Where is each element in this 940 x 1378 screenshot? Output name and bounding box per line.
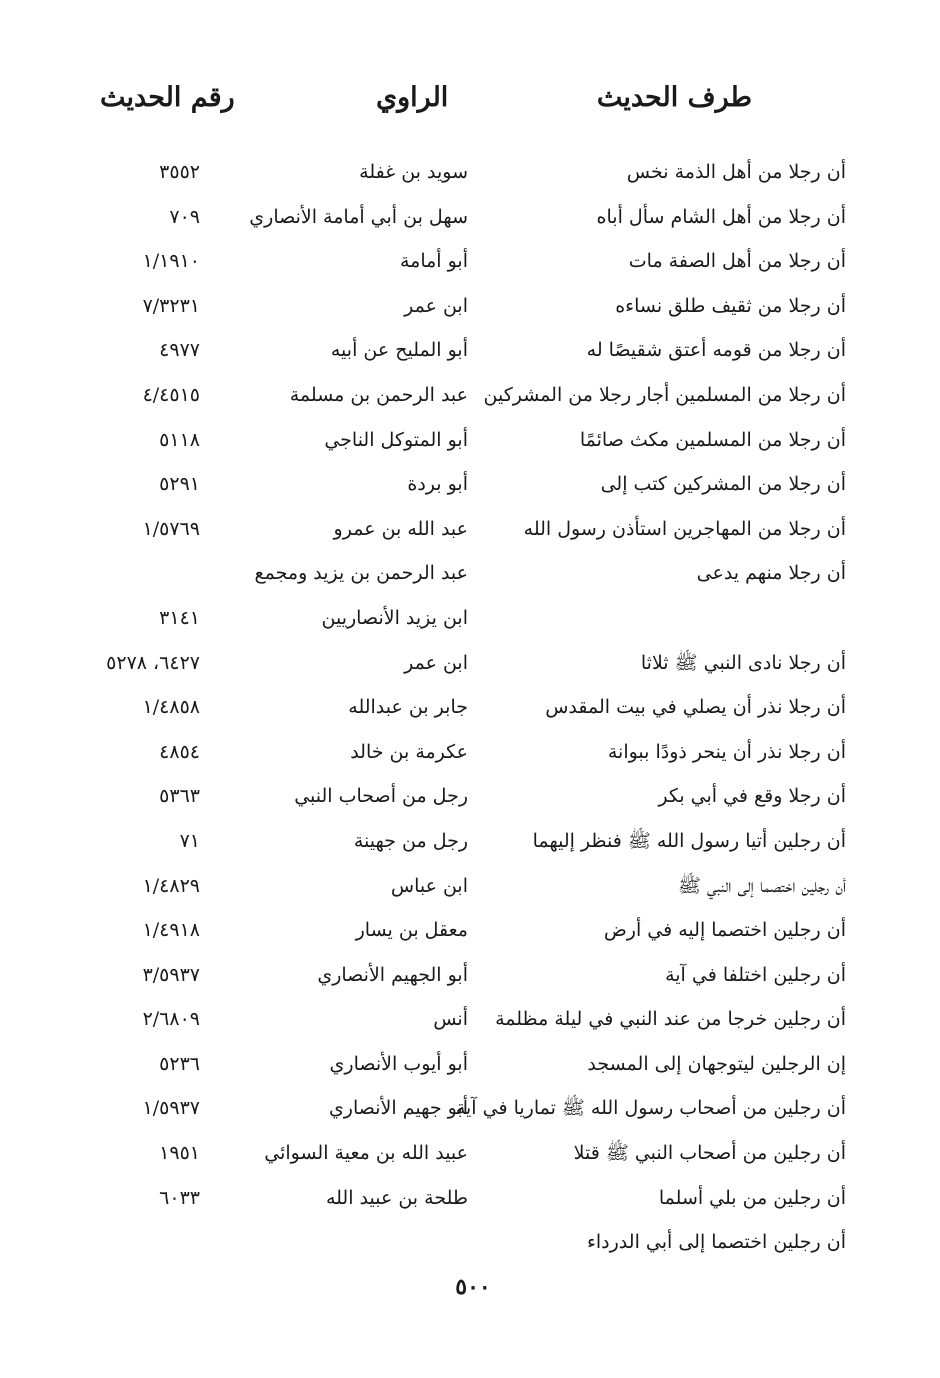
hadith-number: ٤/٤٥١٥ xyxy=(142,383,200,406)
table-header xyxy=(0,76,940,120)
narrator-name: سويد بن غفلة xyxy=(359,161,468,183)
hadith-text: أن رجلين من أصحاب النبي ﷺ قتلا xyxy=(573,1142,846,1165)
table-row xyxy=(0,373,940,418)
narrator-name: أنس xyxy=(433,1008,468,1031)
hadith-number: ٧١ xyxy=(179,829,200,852)
header-narrator-column: الراوي xyxy=(376,82,449,113)
hadith-index-table xyxy=(0,150,940,1265)
hadith-number: ١/٤٨٥٨ xyxy=(142,696,200,719)
narrator-name: أبو المتوكل الناجي xyxy=(324,428,468,451)
hadith-number: ٥١١٨ xyxy=(159,428,200,451)
hadith-text: أن رجلين من بلي أسلما xyxy=(658,1186,846,1209)
narrator-name: أبو أيوب الأنصاري xyxy=(329,1052,468,1075)
table-row xyxy=(0,641,940,686)
table-row xyxy=(0,908,940,953)
narrator-name: أبو أمامة xyxy=(399,250,468,273)
table-row xyxy=(0,239,940,284)
page-footer xyxy=(0,1272,940,1302)
hadith-text: أن رجلين اختصما إليه في أرض xyxy=(603,919,846,942)
hadith-number: ٣٥٥٢ xyxy=(159,161,200,183)
narrator-name: عبد الرحمن بن يزيد ومجمع xyxy=(254,562,468,585)
table-row xyxy=(0,997,940,1042)
hadith-number: ٣/٥٩٣٧ xyxy=(142,963,200,986)
hadith-number: ١٩٥١ xyxy=(159,1142,200,1165)
narrator-name: ابن يزيد الأنصاريين xyxy=(321,606,468,629)
hadith-text: أن رجلين اختصما إلى أبي الدرداء xyxy=(586,1231,846,1254)
page-number: ٥٠٠ xyxy=(455,1274,491,1300)
hadith-text: أن رجلا من أهل الصفة مات xyxy=(628,250,846,273)
table-row xyxy=(0,1086,940,1131)
table-row xyxy=(0,819,940,864)
table-row xyxy=(0,864,940,909)
narrator-name: جابر بن عبدالله xyxy=(348,696,468,719)
hadith-number: ٣١٤١ xyxy=(159,606,200,629)
hadith-text: أن رجلا نادى النبي ﷺ ثلاثا xyxy=(640,651,846,674)
hadith-text: أن رجلا نذر أن ينحر ذودًا ببوانة xyxy=(607,740,846,763)
narrator-name: سهل بن أبي أمامة الأنصاري xyxy=(249,205,468,228)
table-row xyxy=(0,596,940,641)
hadith-text: أن رجلا منهم يدعى xyxy=(696,562,846,585)
hadith-number: ٥٢٣٦ xyxy=(159,1052,200,1075)
hadith-text: أن رجلين اختلفا في آية xyxy=(665,963,846,986)
table-row xyxy=(0,328,940,373)
narrator-name: معقل بن يسار xyxy=(355,919,468,942)
table-row xyxy=(0,1220,940,1265)
narrator-name: أبو الجهيم الأنصاري xyxy=(317,963,468,986)
hadith-number: ٧٠٩ xyxy=(169,205,200,228)
hadith-text: إن الرجلين ليتوجهان إلى المسجد xyxy=(587,1052,846,1075)
narrator-name: أبو بردة xyxy=(407,473,468,496)
header-hadith-column: طرف الحديث xyxy=(596,82,752,113)
hadith-text: أن رجلين أتيا رسول الله ﷺ فنظر إليهما xyxy=(532,829,846,852)
hadith-number: ٦٠٣٣ xyxy=(159,1186,200,1209)
hadith-number: ٥٢٩١ xyxy=(159,473,200,496)
table-row xyxy=(0,1042,940,1087)
table-row xyxy=(0,953,940,998)
narrator-name: طلحة بن عبيد الله xyxy=(325,1186,468,1209)
table-row xyxy=(0,507,940,552)
narrator-name: عبد الله بن عمرو xyxy=(333,517,468,540)
hadith-text: أن رجلا من قومه أعتق شقيصًا له xyxy=(586,339,846,362)
hadith-text: أن رجلا من المسلمين أجار رجلا من المشركين xyxy=(483,383,846,406)
hadith-number: ٧/٣٢٣١ xyxy=(142,294,200,317)
table-row xyxy=(0,1131,940,1176)
hadith-text: أن رجلا من المسلمين مكث صائمًا xyxy=(579,428,846,451)
hadith-number: ١/٤٨٢٩ xyxy=(142,874,200,897)
hadith-text: أن رجلين من أصحاب رسول الله ﷺ تماريا في آية xyxy=(455,1097,846,1120)
table-row xyxy=(0,774,940,819)
hadith-text: أن رجلين خرجا من عند النبي في ليلة مظلمة xyxy=(495,1008,846,1031)
hadith-text: أن رجلا من أهل الشام سأل أباه xyxy=(596,205,846,228)
table-row xyxy=(0,195,940,240)
hadith-number: ٤٩٧٧ xyxy=(159,339,200,362)
hadith-number: ٥٣٦٣ xyxy=(159,785,200,808)
hadith-number: ١/٥٩٣٧ xyxy=(142,1097,200,1120)
table-row xyxy=(0,730,940,775)
hadith-number: ٢/٦٨٠٩ xyxy=(142,1008,200,1031)
narrator-name: عبيد الله بن معية السوائي xyxy=(264,1142,468,1165)
narrator-name: ابن عمر xyxy=(404,651,468,674)
table-row xyxy=(0,1176,940,1221)
hadith-number: ٤٨٥٤ xyxy=(159,740,200,763)
narrator-name: أبو جهيم الأنصاري xyxy=(328,1097,468,1120)
narrator-name: عكرمة بن خالد xyxy=(350,740,468,763)
hadith-text: أن رجلا من ثقيف طلق نساءه xyxy=(615,294,846,317)
narrator-name: ابن عباس xyxy=(390,874,468,897)
table-row xyxy=(0,685,940,730)
hadith-text: أن رجلا نذر أن يصلي في بيت المقدس xyxy=(545,696,846,719)
hadith-number: ١/١٩١٠ xyxy=(142,250,200,273)
hadith-text: أن رجلا من أهل الذمة نخس xyxy=(626,161,846,183)
table-row xyxy=(0,150,940,195)
narrator-name: أبو المليح عن أبيه xyxy=(330,339,468,362)
narrator-name: عبد الرحمن بن مسلمة xyxy=(289,383,468,406)
narrator-name: ابن عمر xyxy=(404,294,468,317)
header-number-column: رقم الحديث xyxy=(100,82,235,113)
table-row xyxy=(0,551,940,596)
hadith-text: أن رجلين اختصما إلى النبي ﷺ xyxy=(677,874,846,897)
table-row xyxy=(0,418,940,463)
table-row xyxy=(0,462,940,507)
narrator-name: رجل من أصحاب النبي xyxy=(294,785,468,808)
hadith-number: ١/٤٩١٨ xyxy=(142,919,200,942)
hadith-text: أن رجلا من المهاجرين استأذن رسول الله xyxy=(523,517,846,540)
narrator-name: رجل من جهينة xyxy=(353,829,468,852)
hadith-text: أن رجلا من المشركين كتب إلى xyxy=(600,473,846,496)
hadith-text: أن رجلا وقع في أبي بكر xyxy=(658,785,846,808)
hadith-number: ٦٤٢٧، ٥٢٧٨ xyxy=(106,651,200,674)
hadith-number: ١/٥٧٦٩ xyxy=(142,517,200,540)
table-row xyxy=(0,284,940,329)
